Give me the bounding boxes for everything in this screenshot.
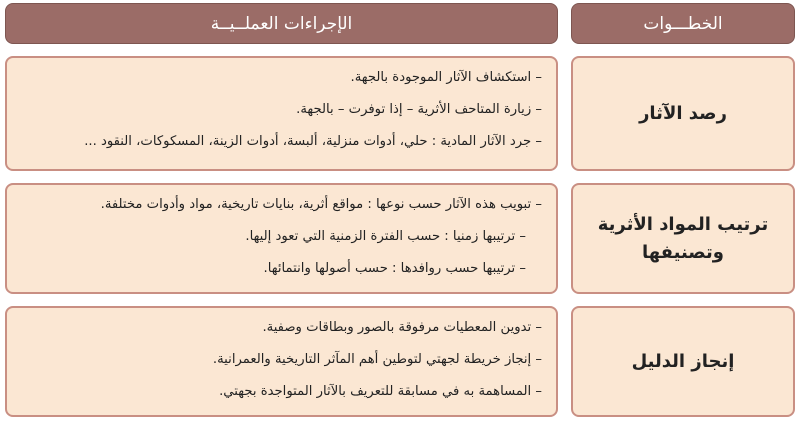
step-title: ترتيب المواد الأثرية وتصنيفها (597, 213, 769, 263)
procedure-cell-classify-materials (5, 183, 558, 294)
procedure-item: – ترتيبها زمنيا : حسب الفترة الزمنية التي تعود إليها. (245, 229, 526, 244)
procedure-item: – المساهمة به في مسابقة للتعريف بالآثار المتواجدة بجهتي. (219, 384, 542, 399)
step-title: إنجاز الدليل (631, 350, 735, 372)
procedure-item: – استكشاف الآثار الموجودة بالجهة. (350, 70, 542, 85)
step-title: رصد الآثار (639, 102, 727, 124)
procedure-item: – تبويب هذه الآثار حسب نوعها : مواقع أثرية، بنايات تاريخية، مواد وأدوات مختلفة. (100, 197, 542, 212)
procedure-item: – زيارة المتاحف الأثرية – إذا توفرت – بالجهة. (296, 102, 542, 117)
header-procedures: الإجراءات العملــيــة (5, 3, 558, 44)
procedure-item: – جرد الآثار المادية : حلي، أدوات منزلية، ألبسة، أدوات الزينة، المسكوكات، النقود ... (84, 134, 542, 149)
procedure-item: – تدوين المعطيات مرفوقة بالصور وبطاقات وصفية. (262, 320, 542, 335)
procedure-cell-produce-guide (5, 306, 558, 417)
step-cell-monitor-antiquities (571, 56, 795, 171)
procedure-cell-monitor-antiquities (5, 56, 558, 171)
step-cell-produce-guide (571, 306, 795, 417)
header-steps: الخطـــوات (571, 3, 795, 44)
procedure-item: – إنجاز خريطة لجهتي لتوطين أهم المآثر التاريخية والعمرانية. (212, 352, 542, 367)
step-cell-classify-materials (571, 183, 795, 294)
procedure-item: – ترتيبها حسب روافدها : حسب أصولها وانتمائها. (263, 261, 526, 276)
